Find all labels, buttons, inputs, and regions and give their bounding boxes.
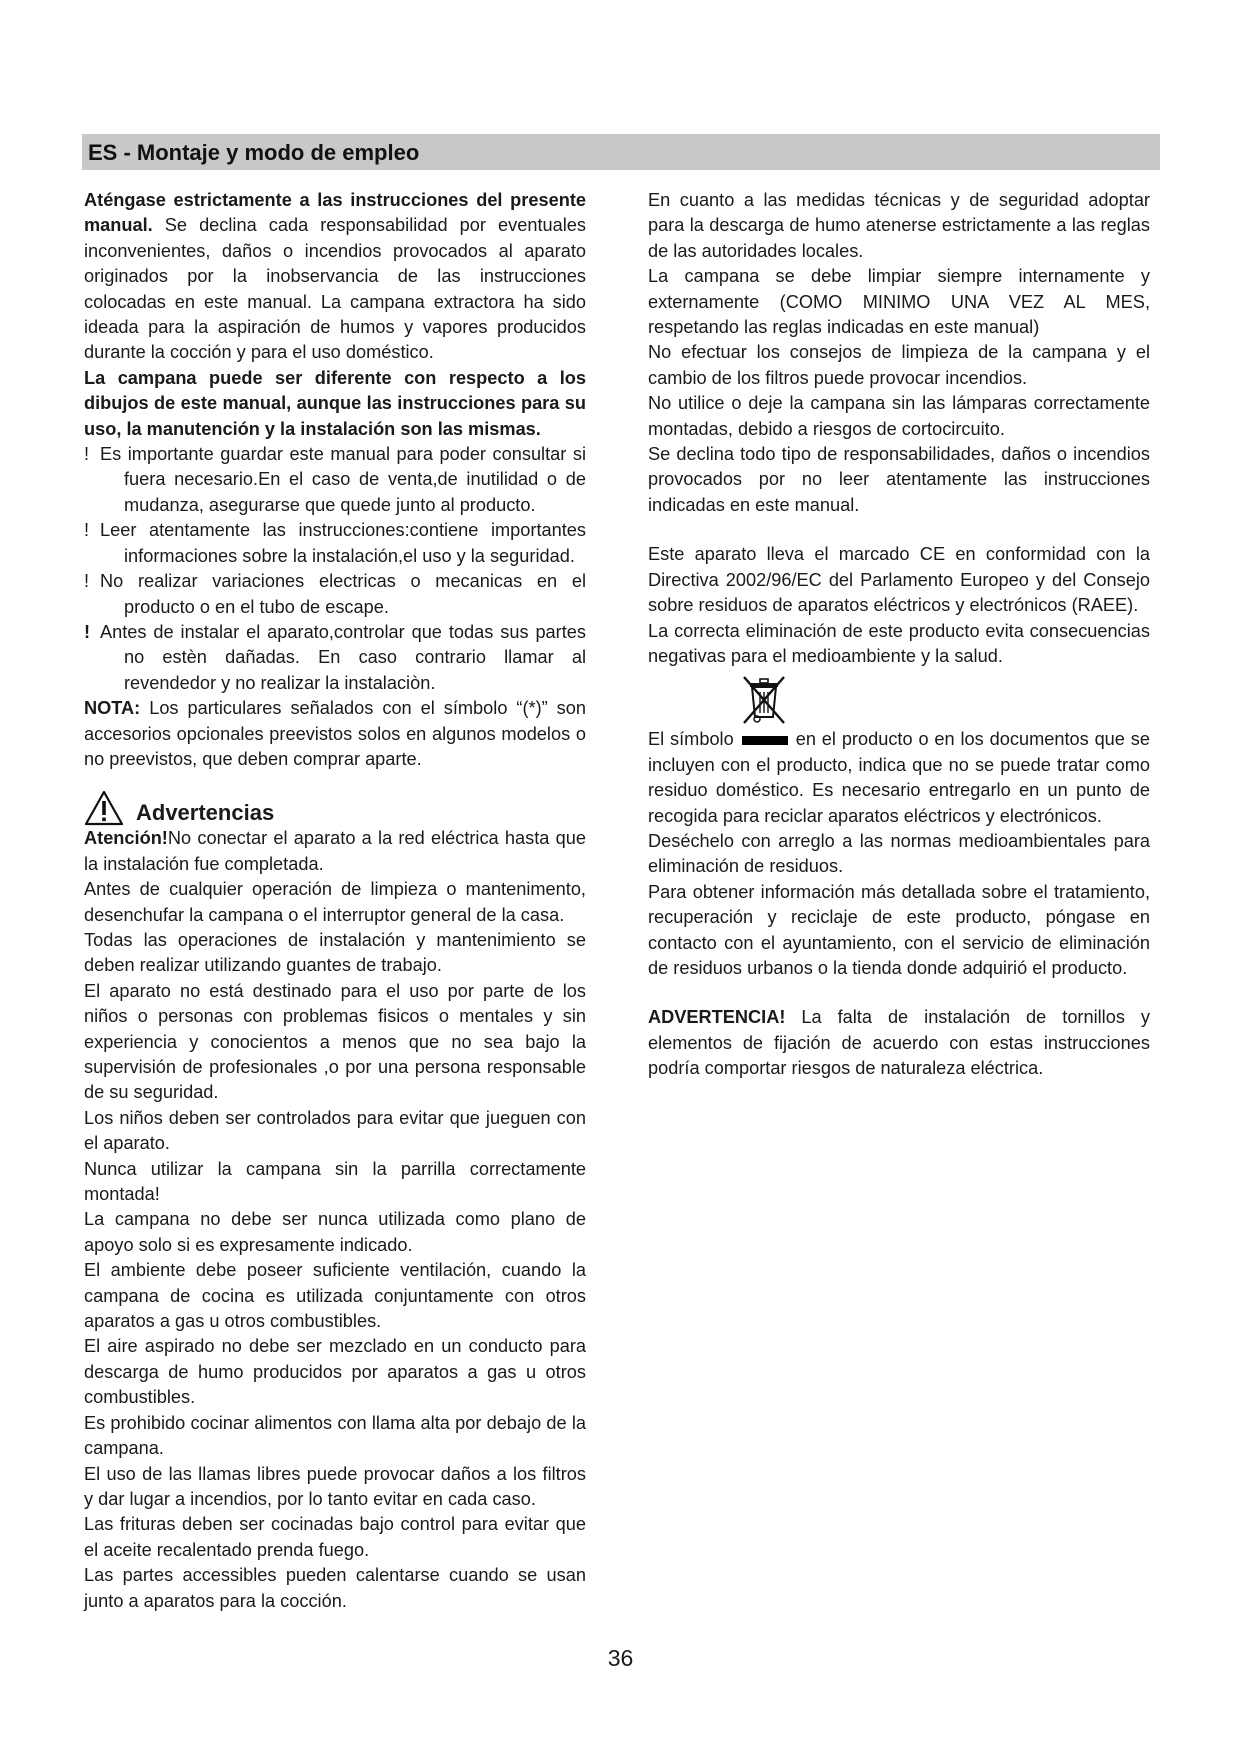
advertencias-title: Advertencias (136, 800, 275, 826)
advertencia-paragraph: ADVERTENCIA! La falta de instalación de tornillos y elementos de fijación de acuerdo con estas instrucciones podría comportar riesgos de naturaleza eléctrica. (648, 1007, 1150, 1079)
bullet-item: ! Antes de instalar el aparato,controlar que todas sus partes no estèn dañadas. En caso contrario llamar al revendedor y no realizar la instalaciòn. (84, 621, 586, 693)
right-column (648, 188, 1150, 1082)
section-title: ES - Montaje y modo de empleo (88, 140, 420, 165)
warning-paragraph: El uso de las llamas libres puede provocar daños a los filtros y dar lugar a incendios, por lo tanto evitar en cada caso. (84, 1463, 586, 1509)
atencion-paragraph: Atención!No conectar el aparato a la red eléctrica hasta que la instalación fue completada. (84, 828, 586, 874)
disposal-paragraph: Deséchelo con arreglo a las normas medioambientales para eliminación de residuos. (648, 830, 1150, 877)
warning-paragraph: El aparato no está destinado para el uso por parte de los niños o personas con problemas fisicos o mentales y sin experiencia y conocientos a menos que no sea bajo la supervisión de profesionales ,o por una persona responsable de su seguridad. (84, 980, 586, 1103)
warning-paragraph: Es prohibido cocinar alimentos con llama alta por debajo de la campana. (84, 1412, 586, 1459)
warning-paragraph: Nunca utilizar la campana sin la parrilla correctamente montada! (84, 1158, 586, 1205)
black-bar-symbol-icon (742, 736, 788, 745)
section-header (82, 134, 1160, 170)
spacer (648, 981, 1150, 1005)
safety-paragraph: La campana se debe limpiar siempre internamente y externamente (COMO MINIMO UNA VEZ AL MES, respetando las reglas indicadas en este manual) (648, 266, 1150, 338)
warning-paragraph: La campana no debe ser nunca utilizada como plano de apoyo solo si es expresamente indicado. (84, 1209, 586, 1255)
warning-paragraph: Antes de cualquier operación de limpieza o mantenimento, desenchufar la campana o el interruptor general de la casa. (84, 879, 586, 925)
crossed-bin-icon (738, 673, 790, 725)
safety-paragraph: No utilice o deje la campana sin las lámparas correctamente montadas, debido a riesgos de cortocircuito. (648, 393, 1150, 439)
simbolo-paragraph: El símbolo en el producto o en los documentos que se incluyen con el producto, indica que no se puede tratar como residuo doméstico. Es necesario entregarlo en un punto de recogida para reciclar aparatos eléctricos y electrónicos. (648, 729, 1150, 826)
disposal-paragraph: Para obtener información más detallada sobre el tratamiento, recuperación y reciclaje de este producto, póngase en contacto con el ayuntamiento, con el servicio de eliminación de residuos urbanos o la tienda donde adquirió el producto. (648, 881, 1150, 978)
warning-paragraph: Las partes accessibles pueden calentarse cuando se usan junto a aparatos para la cocción. (84, 1565, 586, 1611)
page-number: 36 (607, 1645, 634, 1671)
spacer (648, 518, 1150, 542)
intro-paragraph: Aténgase estrictamente a las instrucciones del presente manual. Se declina cada responsabilidad por eventuales inconvenientes, daños o incendios provocados al aparato originados por la inobservancia de las instrucciones colocadas en este manual. La campana extractora ha sido ideada para la aspiración de humos y vapores producidos durante la cocción y para el uso doméstico. (84, 190, 586, 363)
safety-paragraph: Se declina todo tipo de responsabilidades, daños o incendios provocados por no leer atentamente las instrucciones indicadas en este manual. (648, 444, 1150, 515)
safety-paragraph: No efectuar los consejos de limpieza de la campana y el cambio de los filtros puede provocar incendios. (648, 342, 1150, 388)
bullet-item: ! No realizar variaciones electricas o mecanicas en el producto o en el tubo de escape. (84, 571, 586, 617)
notice-paragraph: La campana puede ser diferente con respecto a los dibujos de este manual, aunque las instrucciones para su uso, la manutención y la instalación son las mismas. (84, 367, 586, 439)
ce-paragraph: La correcta eliminación de este producto evita consecuencias negativas para el medioambiente y la salud. (648, 620, 1150, 666)
left-column (84, 188, 586, 1614)
warning-triangle-icon (84, 790, 124, 826)
bullet-item: ! Es importante guardar este manual para poder consultar si fuera necesario.En el caso de venta,de inutilidad o de mudanza, asegurarse que quede junto al producto. (84, 444, 586, 515)
warning-paragraph: El aire aspirado no debe ser mezclado en un conducto para descarga de humo producidos por aparatos a gas u otros combustibles. (84, 1336, 586, 1408)
safety-paragraph: En cuanto a las medidas técnicas y de seguridad adoptar para la descarga de humo atenerse estrictamente a las reglas de las autoridades locales. (648, 190, 1150, 261)
warning-paragraph: Las frituras deben ser cocinadas bajo control para evitar que el aceite recalentado prenda fuego. (84, 1514, 586, 1560)
ce-paragraph: Este aparato lleva el marcado CE en conformidad con la Directiva 2002/96/EC del Parlamento Europeo y del Consejo sobre residuos de aparatos eléctricos y electrónicos (RAEE). (648, 544, 1150, 616)
warning-paragraph: Los niños deben ser controlados para evitar que jueguen con el aparato. (84, 1107, 586, 1154)
warning-paragraph: Todas las operaciones de instalación y mantenimiento se deben realizar utilizando guantes de trabajo. (84, 929, 586, 976)
nota-paragraph: NOTA: Los particulares señalados con el símbolo “(*)” son accesorios opcionales preevistos solos en algunos modelos o no preevistos, que deben comprar aparte. (84, 698, 586, 769)
warning-paragraph: El ambiente debe poseer suficiente ventilación, cuando la campana de cocina es utilizada conjuntamente con otros aparatos a gas u otros combustibles. (84, 1260, 586, 1332)
advertencias-heading (84, 790, 586, 826)
bullet-item: ! Leer atentamente las instrucciones:contiene importantes informaciones sobre la instalación,el uso y la seguridad. (84, 520, 586, 566)
